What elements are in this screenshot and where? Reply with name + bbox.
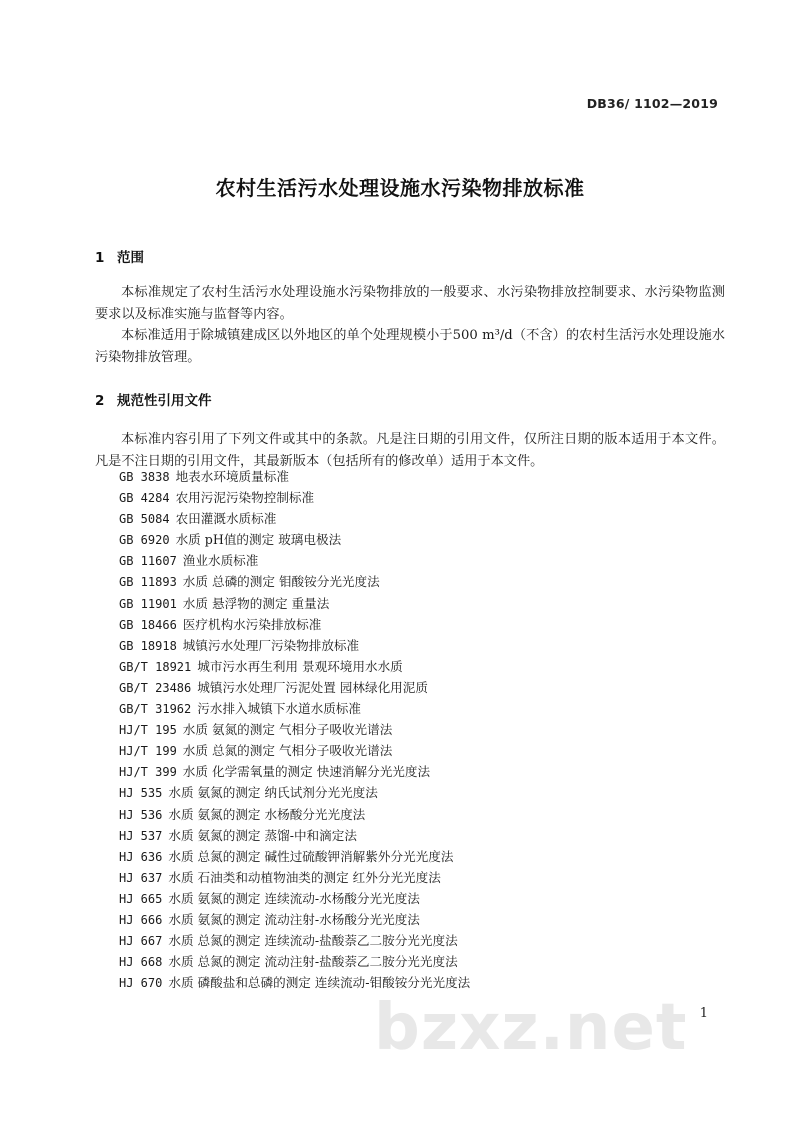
- reference-title: 水质 氨氮的测定 连续流动-水杨酸分光光度法: [168, 890, 420, 906]
- reference-title: 农田灌溉水质标准: [175, 511, 277, 527]
- reference-item: [119, 614, 470, 635]
- reference-code: HJ 535: [119, 786, 163, 801]
- reference-title: 水质 石油类和动植物油类的测定 红外分光光度法: [168, 869, 441, 885]
- reference-title: 水质 氨氮的测定 气相分子吸收光谱法: [182, 722, 393, 738]
- reference-code: HJ 668: [119, 955, 163, 970]
- reference-code: HJ 536: [119, 807, 163, 822]
- reference-item: [119, 740, 470, 761]
- reference-item: [119, 677, 470, 698]
- reference-item: [119, 761, 470, 782]
- reference-code: GB 4284: [119, 491, 170, 506]
- reference-code: HJ 637: [119, 870, 163, 885]
- reference-item: [119, 825, 470, 846]
- reference-item: [119, 635, 470, 656]
- document-title: 农村生活污水处理设施水污染物排放标准: [215, 176, 585, 200]
- reference-title: 水质 悬浮物的测定 重量法: [182, 595, 330, 611]
- reference-title: 水质 pH值的测定 玻璃电极法: [175, 532, 342, 548]
- reference-code: HJ 666: [119, 912, 163, 927]
- reference-item: [119, 466, 470, 487]
- reference-item: [119, 571, 470, 592]
- reference-list: [119, 466, 470, 993]
- reference-item: [119, 888, 470, 909]
- watermark-logo: bzxz.net: [374, 991, 688, 1065]
- reference-code: GB 18466: [119, 617, 177, 632]
- reference-item: [119, 930, 470, 951]
- reference-item: [119, 698, 470, 719]
- reference-code: GB 3838: [119, 470, 170, 484]
- section-title: 范围: [117, 250, 144, 266]
- reference-title: 农用污泥污染物控制标准: [175, 490, 315, 506]
- reference-title: 水质 总氮的测定 气相分子吸收光谱法: [182, 743, 393, 759]
- reference-code: GB/T 31962: [119, 702, 192, 717]
- reference-code: HJ/T 399: [119, 765, 177, 780]
- reference-item: [119, 951, 470, 972]
- reference-item: [119, 593, 470, 614]
- reference-code: HJ/T 195: [119, 723, 177, 738]
- section-heading-normative-references: [95, 389, 212, 409]
- reference-code: GB 11901: [119, 596, 177, 611]
- reference-item: [119, 782, 470, 803]
- reference-title: 水质 总氮的测定 流动注射-盐酸萘乙二胺分光光度法: [168, 954, 458, 970]
- reference-code: HJ 665: [119, 891, 163, 906]
- document-code: DB36/ 1102—2019: [586, 96, 718, 111]
- reference-item: [119, 550, 470, 571]
- reference-item: [119, 867, 470, 888]
- reference-code: GB 18918: [119, 638, 177, 653]
- reference-title: 水质 总氮的测定 连续流动-盐酸萘乙二胺分光光度法: [168, 933, 458, 949]
- section-number: 2: [95, 393, 105, 409]
- reference-item: [119, 846, 470, 867]
- reference-title: 水质 氨氮的测定 水杨酸分光光度法: [168, 806, 366, 822]
- reference-title: 水质 氨氮的测定 蒸馏-中和滴定法: [168, 827, 357, 843]
- reference-code: GB 6920: [119, 533, 170, 548]
- reference-title: 城镇污水处理厂污泥处置 园林绿化用泥质: [197, 679, 428, 695]
- reference-title: 水质 氨氮的测定 流动注射-水杨酸分光光度法: [168, 911, 420, 927]
- reference-item: [119, 508, 470, 529]
- reference-item: [119, 719, 470, 740]
- reference-title: 水质 总磷的测定 钼酸铵分光光度法: [182, 574, 380, 590]
- reference-title: 水质 氨氮的测定 纳氏试剂分光光度法: [168, 785, 378, 801]
- scope-paragraph-1: 本标准规定了农村生活污水处理设施水污染物排放的一般要求、水污染物排放控制要求、水污染物监测要求以及标准实施与监督等内容。: [95, 285, 725, 322]
- reference-code: HJ 670: [119, 976, 163, 991]
- section-title: 规范性引用文件: [117, 393, 212, 409]
- scope-paragraph-2: 本标准适用于除城镇建成区以外地区的单个处理规模小于500 m³/d（不含）的农村生活污水处理设施水污染物排放管理。: [95, 328, 725, 365]
- reference-code: HJ 636: [119, 849, 163, 864]
- section-heading-scope: [95, 246, 144, 266]
- section-number: 1: [95, 250, 105, 266]
- reference-title: 水质 磷酸盐和总磷的测定 连续流动-钼酸铵分光光度法: [168, 975, 471, 991]
- reference-code: HJ/T 199: [119, 744, 177, 759]
- reference-code: GB 5084: [119, 512, 170, 527]
- reference-item: [119, 909, 470, 930]
- references-intro-paragraph: 本标准内容引用了下列文件或其中的条款。凡是注日期的引用文件，仅所注日期的版本适用于本文件。凡是不注日期的引用文件，其最新版本（包括所有的修改单）适用于本文件。: [95, 432, 725, 469]
- reference-title: 水质 化学需氧量的测定 快速消解分光光度法: [182, 764, 431, 780]
- reference-item: [119, 529, 470, 550]
- reference-title: 地表水环境质量标准: [175, 469, 289, 484]
- reference-title: 污水排入城镇下水道水质标准: [197, 701, 361, 717]
- reference-title: 医疗机构水污染排放标准: [182, 616, 322, 632]
- reference-item: [119, 804, 470, 825]
- reference-code: GB 11893: [119, 575, 177, 590]
- reference-title: 城镇污水处理厂污染物排放标准: [182, 637, 360, 653]
- reference-code: HJ 667: [119, 934, 163, 949]
- reference-code: GB 11607: [119, 554, 177, 569]
- page-number: 1: [699, 1006, 708, 1021]
- reference-title: 渔业水质标准: [182, 553, 259, 569]
- reference-item: [119, 487, 470, 508]
- reference-title: 城市污水再生利用 景观环境用水水质: [197, 658, 403, 674]
- reference-title: 水质 总氮的测定 碱性过硫酸钾消解紫外分光光度法: [168, 848, 454, 864]
- reference-code: GB/T 23486: [119, 680, 192, 695]
- reference-code: HJ 537: [119, 828, 163, 843]
- reference-code: GB/T 18921: [119, 659, 192, 674]
- reference-item: [119, 656, 470, 677]
